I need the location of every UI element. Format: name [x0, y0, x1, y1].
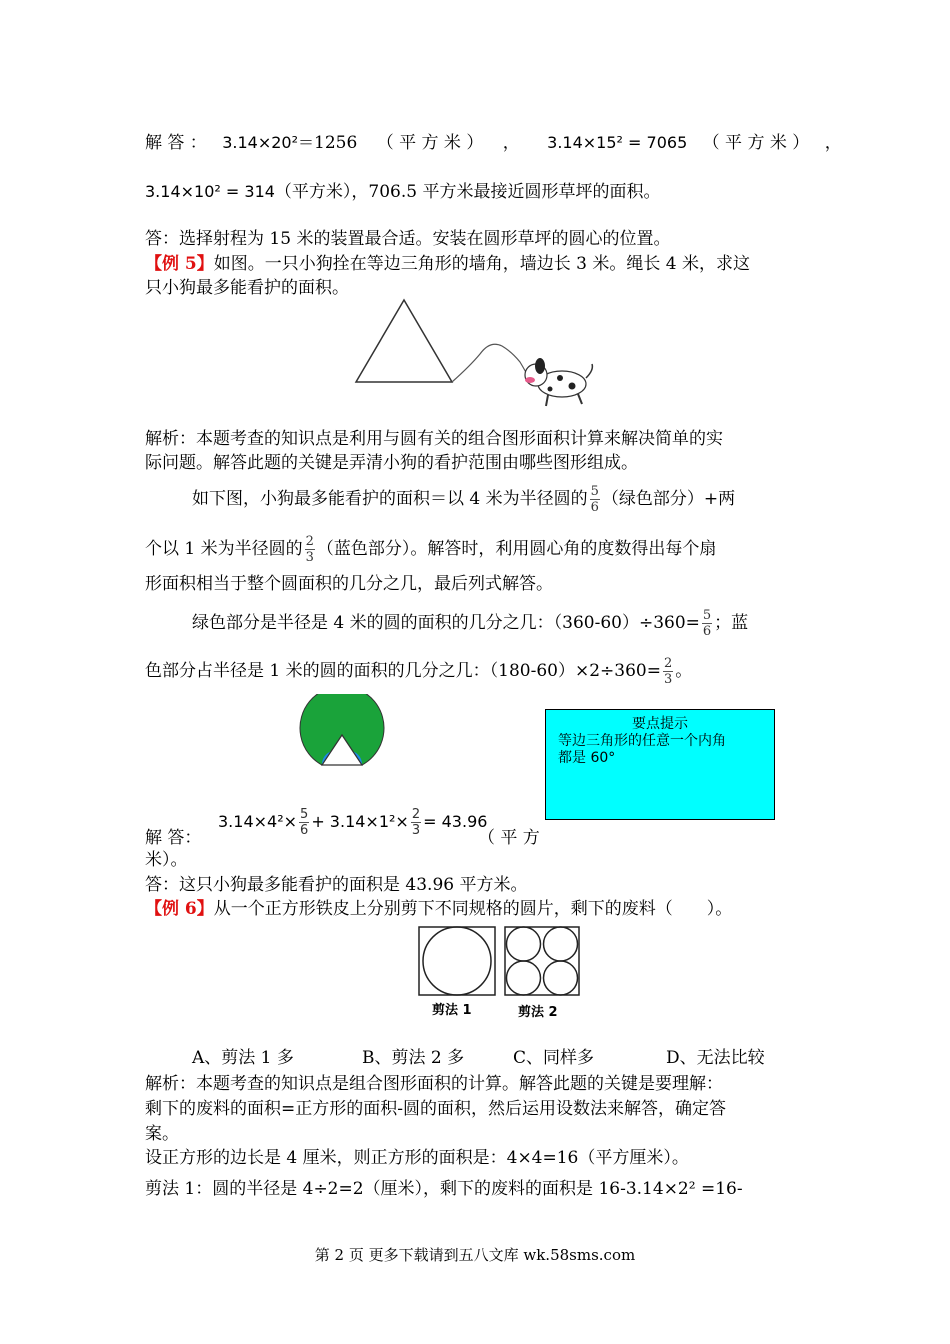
option-b: B、剪法 2 多: [362, 1048, 465, 1068]
para-2: [145, 534, 716, 565]
separator-end: ，: [824, 133, 842, 153]
para-4-text-a: 绿色部分是半径是 4 米的圆的面积的几分之几：（360-60）÷360=: [192, 613, 700, 633]
page-footer: 第 2 页 更多下载请到五八文库 wk.58sms.com: [314, 1246, 636, 1264]
para-1-text-a: 如下图，小狗最多能看护的面积＝以 4 米为半径圆的: [192, 489, 588, 509]
formula-part-a: 3.14×4²×: [218, 812, 298, 831]
example-6-tag: 【例 6】: [145, 899, 214, 919]
formula-15: 3.14×15² = 7065: [547, 133, 688, 152]
para-4: [192, 608, 748, 639]
rope: [452, 344, 530, 382]
fraction-two-thirds-3: [411, 807, 421, 838]
answer-label-2: 解 答：: [145, 828, 202, 848]
tip-box: [545, 709, 775, 820]
fraction-five-sixths-3: [299, 807, 309, 838]
cut-1-line: 剪法 1：圆的半径是 4÷2=2（厘米），剩下的废料的面积是 16-3.14×2² =16-: [145, 1179, 743, 1199]
para-5-text-b: 。: [675, 661, 693, 681]
fraction-two-thirds-2: [663, 656, 673, 687]
fraction-numerator: 2: [411, 807, 421, 822]
example-5-line-1: [145, 252, 750, 276]
formula-result: = 43.96: [423, 812, 488, 831]
cutting-diagrams: [415, 925, 585, 999]
para-1: [192, 484, 735, 515]
analysis-6-line-2: 剩下的废料的面积=正方形的面积-圆的面积，然后运用设数法来解答，确定答: [145, 1099, 726, 1119]
analysis-line-1: 解析：本题考查的知识点是利用与圆有关的组合图形面积计算来解决简单的实: [145, 429, 723, 449]
para-3: 形面积相当于整个圆面积的几分之几，最后列式解答。: [145, 574, 553, 594]
answer-label: 解 答 ：: [145, 133, 207, 153]
unit-2: （ 平 方 米 ）: [702, 133, 810, 153]
formula-part-b: + 3.14×1²×: [311, 812, 409, 831]
fraction-five-sixths-2: [702, 608, 712, 639]
example-6-line: [145, 897, 732, 921]
dog-icon: [525, 358, 592, 406]
square-1: [419, 927, 495, 995]
fraction-numerator: 5: [300, 807, 309, 822]
formula-20-value: 1256: [314, 133, 358, 153]
fraction-denominator: 3: [305, 550, 314, 565]
para-4-text-b: ；蓝: [714, 613, 749, 633]
square-2: [505, 927, 579, 995]
analysis-6-line-1: 解析：本题考查的知识点是组合图形面积的计算。解答此题的关键是要理解：: [145, 1074, 723, 1094]
formula-10: 3.14×10² = 314: [145, 182, 275, 201]
formula-20: 3.14×20²＝: [222, 133, 315, 152]
answer-unit: （ 平 方: [478, 828, 540, 848]
option-d: D、无法比较: [666, 1048, 765, 1068]
fraction-numerator: 2: [305, 534, 314, 549]
para-2-text-b: （蓝色部分）。解答时，利用圆心角的度数得出每个扇: [316, 539, 717, 559]
area-formula: [218, 807, 487, 838]
example-5-line-2: 只小狗最多能看护的面积。: [145, 278, 349, 298]
fraction-denominator: 6: [702, 624, 712, 639]
tip-title: 要点提示: [632, 716, 688, 732]
fraction-two-thirds: [305, 534, 315, 565]
caption-cut-1: 剪法 1: [432, 1003, 472, 1018]
fraction-denominator: 3: [663, 672, 673, 687]
fraction-numerator: 5: [590, 484, 599, 499]
fraction-numerator: 5: [702, 608, 712, 623]
option-c: C、同样多: [513, 1048, 595, 1068]
example-5-tag: 【例 5】: [145, 254, 214, 274]
para-5: [145, 656, 692, 687]
answer-choice: 答：选择射程为 15 米的装置最合适。安装在圆形草坪的圆心的位置。: [145, 229, 671, 249]
unit-1: （ 平 方 米 ）: [376, 133, 484, 153]
answer-unit-2: 米）。: [145, 850, 188, 870]
para-1-text-b: （绿色部分）+两: [601, 489, 736, 509]
option-a: A、剪法 1 多: [192, 1048, 294, 1068]
separator: ，: [502, 133, 520, 153]
para-5-text-a: 色部分占半径是 1 米的圆的面积的几分之几：（180-60）×2÷360=: [145, 661, 661, 681]
analysis-6-line-3: 案。: [145, 1124, 179, 1144]
coverage-diagram: [290, 694, 390, 780]
caption-cut-2: 剪法 2: [518, 1005, 558, 1020]
answer-line-1: [145, 131, 842, 155]
fraction-denominator: 6: [590, 500, 599, 515]
answer-line-2: [145, 180, 661, 204]
set-square: 设正方形的边长是 4 厘米，则正方形的面积是：4×4=16（平方厘米）。: [145, 1148, 689, 1168]
fraction-denominator: 3: [411, 823, 421, 838]
answer-final: 答：这只小狗最多能看护的面积是 43.96 平方米。: [145, 875, 528, 895]
tip-body-1: 等边三角形的任意一个内角: [558, 733, 726, 749]
answer-line-2-text: （平方米），706.5 平方米最接近圆形草坪的面积。: [274, 182, 661, 202]
example-5-text: 如图。一只小狗拴在等边三角形的墙角，墙边长 3 米。绳长 4 米，求这: [213, 254, 750, 274]
fraction-denominator: 6: [300, 823, 309, 838]
tip-body-2: 都是 60°: [558, 750, 616, 766]
analysis-line-2: 际问题。解答此题的关键是弄清小狗的看护范围由哪些图形组成。: [145, 453, 638, 473]
triangle-dog-figure: [350, 296, 600, 416]
para-2-text-a: 个以 1 米为半径圆的: [145, 539, 303, 559]
triangle-wall: [356, 300, 452, 382]
fraction-numerator: 2: [663, 656, 673, 671]
example-6-text: 从一个正方形铁皮上分别剪下不同规格的圆片，剩下的废料（ ）。: [213, 899, 733, 919]
fraction-five-sixths: [590, 484, 600, 515]
